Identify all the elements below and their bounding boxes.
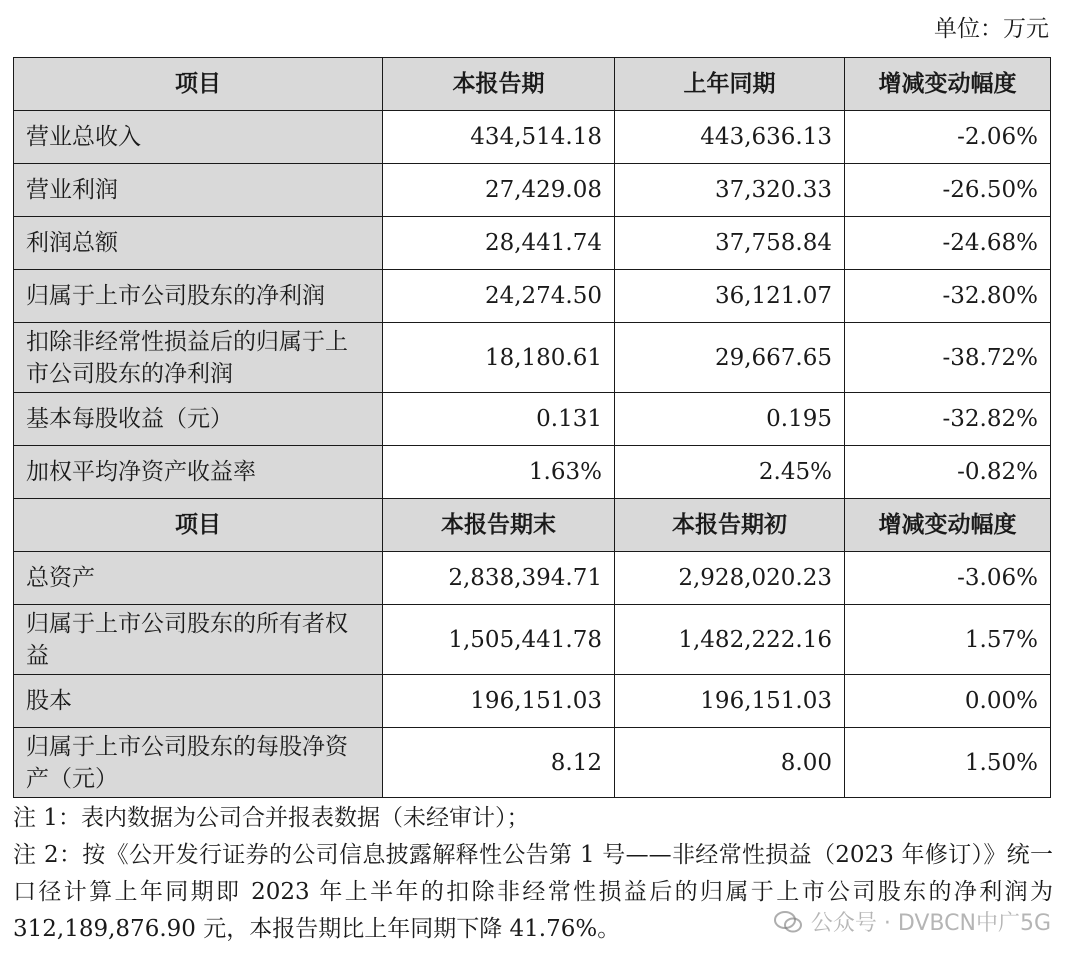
table-row	[14, 675, 1051, 728]
prior-value: 0.195	[615, 393, 845, 446]
table-row	[14, 164, 1051, 217]
header-cell: 增减变动幅度	[845, 499, 1051, 552]
row-label: 加权平均净资产收益率	[14, 446, 383, 499]
table-row	[14, 552, 1051, 605]
row-label: 扣除非经常性损益后的归属于上市公司股东的净利润	[14, 323, 383, 393]
header-cell: 增减变动幅度	[845, 58, 1051, 111]
table-row	[14, 270, 1051, 323]
table-row	[14, 393, 1051, 446]
header-cell: 上年同期	[615, 58, 845, 111]
footnote-2: 注 2：按《公开发行证券的公司信息披露解释性公告第 1 号——非经常性损益（2023 年修订）》统一口径计算上年同期即 2023 年上半年的扣除非经常性损益后的归属于上市公司股东的净利润为 312,189,876.90 元，本报告期比上年同期下降 41.76%。	[13, 842, 1053, 942]
header-cell: 项目	[14, 499, 383, 552]
current-value: 24,274.50	[383, 270, 615, 323]
change-value: -26.50%	[845, 164, 1051, 217]
current-value: 1,505,441.78	[383, 605, 615, 675]
current-value: 0.131	[383, 393, 615, 446]
wechat-icon	[773, 909, 803, 935]
table-row	[14, 323, 1051, 393]
current-value: 1.63%	[383, 446, 615, 499]
table-row	[14, 605, 1051, 675]
prior-value: 1,482,222.16	[615, 605, 845, 675]
change-value: -24.68%	[845, 217, 1051, 270]
row-label: 营业利润	[14, 164, 383, 217]
prior-value: 2.45%	[615, 446, 845, 499]
change-value: -2.06%	[845, 111, 1051, 164]
header-cell: 项目	[14, 58, 383, 111]
current-value: 196,151.03	[383, 675, 615, 728]
table-header-row	[14, 499, 1051, 552]
header-cell: 本报告期初	[615, 499, 845, 552]
row-label: 基本每股收益（元）	[14, 393, 383, 446]
row-label: 归属于上市公司股东的所有者权益	[14, 605, 383, 675]
change-value: -32.80%	[845, 270, 1051, 323]
prior-value: 37,758.84	[615, 217, 845, 270]
header-cell: 本报告期	[383, 58, 615, 111]
row-label: 利润总额	[14, 217, 383, 270]
change-value: -32.82%	[845, 393, 1051, 446]
table-header-row	[14, 58, 1051, 111]
financial-summary-table	[13, 57, 1051, 798]
footnote-1: 注 1：表内数据为公司合并报表数据（未经审计）；	[13, 805, 530, 831]
prior-value: 2,928,020.23	[615, 552, 845, 605]
current-value: 27,429.08	[383, 164, 615, 217]
change-value: -0.82%	[845, 446, 1051, 499]
change-value: 1.57%	[845, 605, 1051, 675]
change-value: -38.72%	[845, 323, 1051, 393]
change-value: -3.06%	[845, 552, 1051, 605]
prior-value: 443,636.13	[615, 111, 845, 164]
row-label: 股本	[14, 675, 383, 728]
current-value: 18,180.61	[383, 323, 615, 393]
prior-value: 37,320.33	[615, 164, 845, 217]
row-label: 营业总收入	[14, 111, 383, 164]
current-value: 434,514.18	[383, 111, 615, 164]
watermark	[773, 906, 1051, 937]
current-value: 8.12	[383, 728, 615, 798]
table-row	[14, 446, 1051, 499]
change-value: 1.50%	[845, 728, 1051, 798]
prior-value: 8.00	[615, 728, 845, 798]
table-row	[14, 217, 1051, 270]
watermark-text: 公众号 · DVBCN中广5G	[810, 911, 1051, 936]
table-row	[14, 728, 1051, 798]
unit-label: 单位：万元	[934, 16, 1049, 42]
row-label: 归属于上市公司股东的每股净资产（元）	[14, 728, 383, 798]
current-value: 28,441.74	[383, 217, 615, 270]
header-cell: 本报告期末	[383, 499, 615, 552]
change-value: 0.00%	[845, 675, 1051, 728]
prior-value: 196,151.03	[615, 675, 845, 728]
current-value: 2,838,394.71	[383, 552, 615, 605]
prior-value: 36,121.07	[615, 270, 845, 323]
table-row	[14, 111, 1051, 164]
prior-value: 29,667.65	[615, 323, 845, 393]
row-label: 总资产	[14, 552, 383, 605]
row-label: 归属于上市公司股东的净利润	[14, 270, 383, 323]
